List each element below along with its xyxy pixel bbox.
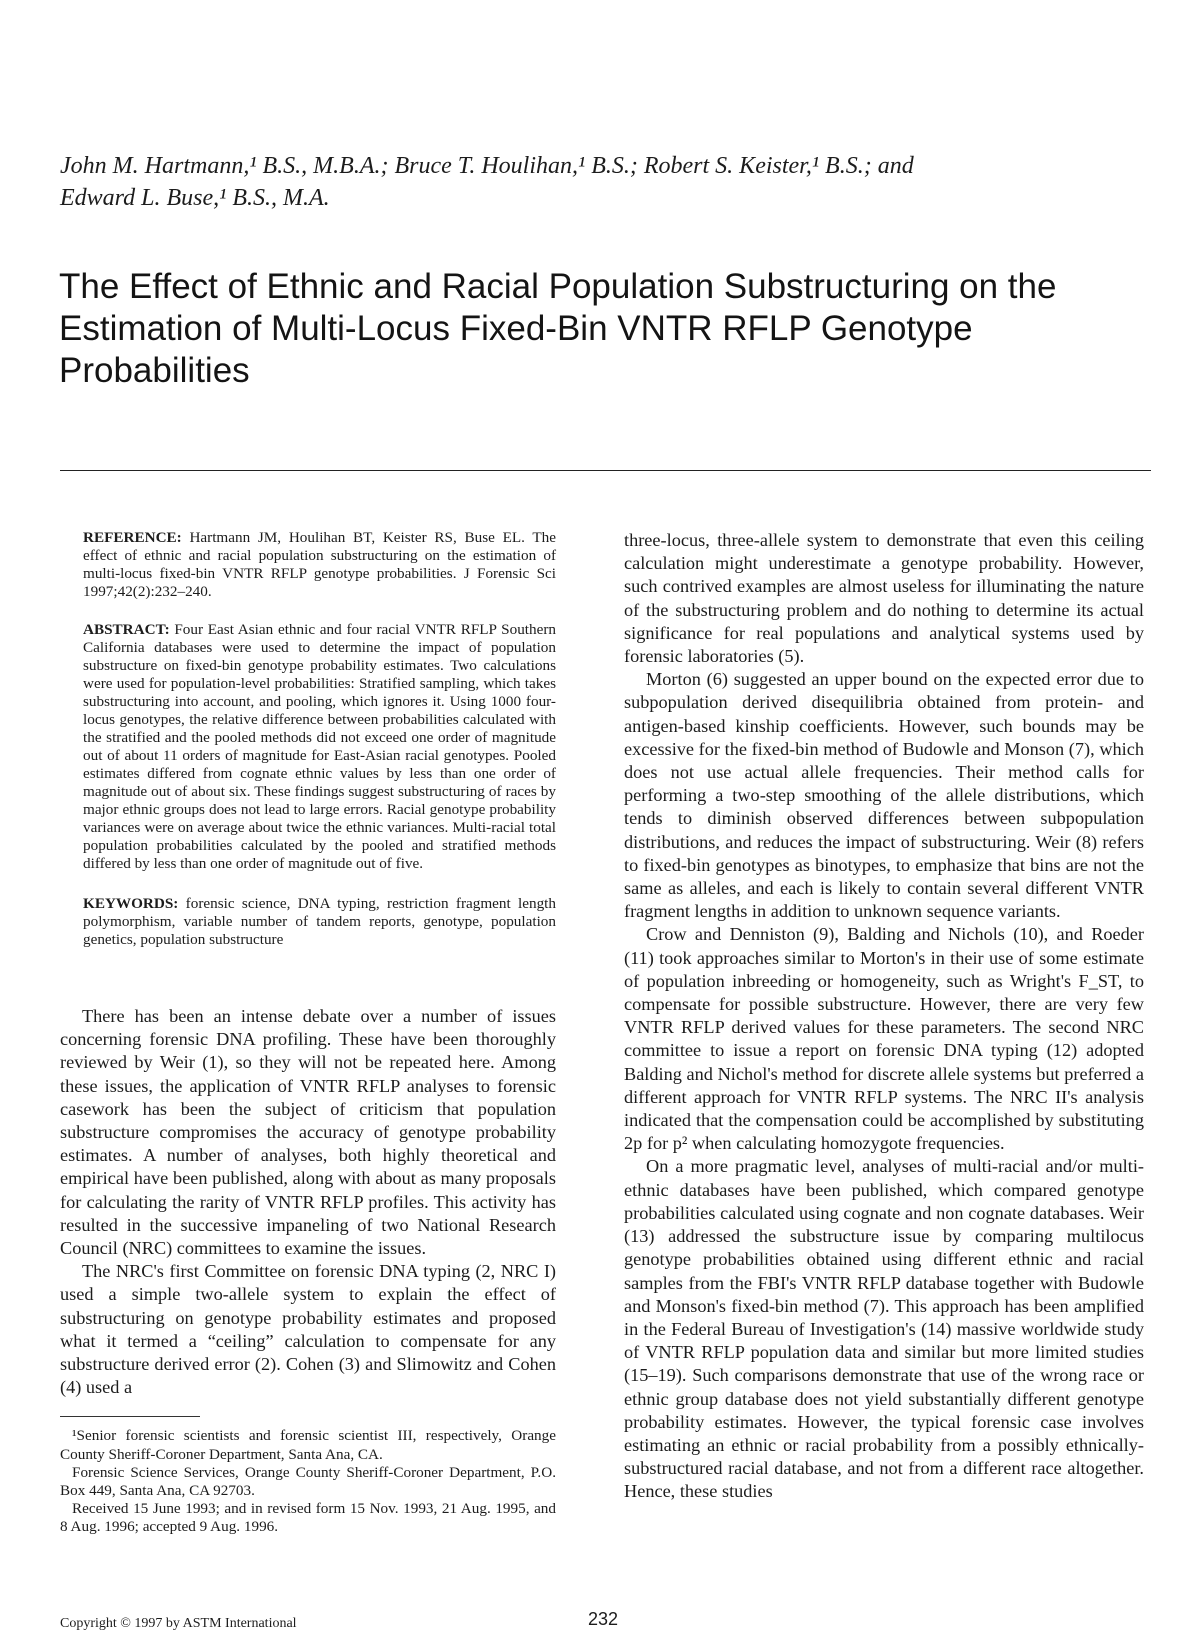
left-column — [60, 529, 556, 1537]
author-list — [60, 150, 1120, 214]
abstract-text: Four East Asian ethnic and four racial VNTR RFLP Southern California databases were used to determine the impact of population substructure on fixed-bin genotype probability estimates. Two calculations were used for population-level probabilities: Stratified sampling, which takes substructuring into account, and pooling, which ignores it. Using 1000 four-locus genotypes, the relative difference between probabilities calculated with the stratified and the pooled methods did not exceed one order of magnitude out of about 11 orders of magnitude for East-Asian racial genotypes. Pooled estimates differed from cognate ethnic values by less than one order of magnitude out of about six. These findings suggest substructuring of races by major ethnic groups does not lead to large errors. Racial genotype probability variances were on average about twice the ethnic variances. Multi-racial total population probabilities calculated by the pooled and stratified methods differed by less than one order of magnitude out of five. — [83, 621, 556, 872]
footnote: Forensic Science Services, Orange County Sheriff-Coroner Department, P.O. Box 449, Santa Ana, CA 92703. — [60, 1463, 556, 1500]
footnote-divider — [60, 1416, 200, 1417]
keywords-label: KEYWORDS: — [83, 895, 179, 912]
keywords-block — [83, 895, 556, 949]
body-paragraph: The NRC's first Committee on forensic DNA typing (2, NRC I) used a simple two-allele system to explain the effect of substructuring on genotype probability estimates and proposed what it termed a “ceiling” calculation to compensate for any substructure derived error (2). Cohen (3) and Slimowitz and Cohen (4) used a — [60, 1261, 556, 1398]
body-paragraph: Morton (6) suggested an upper bound on the expected error due to subpopulation derived disequilibria obtained from protein- and antigen-based kinship coefficients. However, such bounds may be excessive for the fixed-bin method of Budowle and Monson (7), which does not use actual allele frequencies. Their method calls for performing a two-step smoothing of the allele distributions, which tends to diminish observed differences between subpopulation distributions, and reduces the impact of substructuring. Weir (8) refers to fixed-bin genotypes as binotypes, to emphasize that bins are not the same as alleles, and each is likely to contain several different VNTR fragment lengths in addition to unknown sequence variants. — [624, 669, 1144, 922]
footnote: ¹Senior forensic scientists and forensic scientist III, respectively, Orange County Sheriff-Coroner Department, Santa Ana, CA. — [60, 1427, 556, 1463]
abstract-block — [83, 621, 556, 873]
reference-text: Hartmann JM, Houlihan BT, Keister RS, Buse EL. The effect of ethnic and racial population substructuring on the estimation of multi-locus fixed-bin VNTR RFLP genotype probabilities. J Forensic Sci 1997;42(2):232–240. — [83, 529, 556, 600]
body-paragraph: On a more pragmatic level, analyses of multi-racial and/or multi-ethnic databases have been published, which compared genotype probabilities calculated using cognate and non cognate databases. Weir (13) addressed the substructure issue by comparing multilocus genotype probabilities obtained using different ethnic and racial samples from the FBI's VNTR RFLP database together with Budowle and Monson's fixed-bin method (7). This approach has been amplified in the Federal Bureau of Investigation's (14) massive worldwide study of VNTR RFLP population data and similar but more limited studies (15–19). Such comparisons demonstrate that use of the wrong race or ethnic group database does not yield substantially different genotype probability estimates. However, the typical forensic case involves estimating an ethnic or racial probability from a possibly ethnically-substructured racial database, and not from a different race altogether. Hence, these studies — [624, 1156, 1144, 1502]
title-divider — [60, 470, 1151, 471]
article-title: The Effect of Ethnic and Racial Population Substructuring on the Estimation of Multi-Locus Fixed-Bin VNTR RFLP Genotype Probabilities — [59, 267, 1057, 390]
body-paragraph: There has been an intense debate over a number of issues concerning forensic DNA profiling. These have been thoroughly reviewed by Weir (1), so they will not be repeated here. Among these issues, the application of VNTR RFLP analyses to forensic casework has been the subject of criticism that population substructure compromises the accuracy of genotype probability estimates. A number of analyses, both highly theoretical and empirical have been published, along with about as many proposals for calculating the rarity of VNTR RFLP profiles. This activity has resulted in the successive impaneling of two National Research Council (NRC) committees to examine the issues. — [60, 1006, 556, 1259]
body-paragraph: Crow and Denniston (9), Balding and Nichols (10), and Roeder (11) took approaches similar to Morton's in their use of some estimate of population inbreeding or homogeneity, such as Wright's F_ST, to compensate for possible substructure. However, there are very few VNTR RFLP derived values for these parameters. The second NRC committee to issue a report on forensic DNA typing (12) adopted Balding and Nichol's method for discrete allele systems but preferred a different approach for VNTR RFLP systems. The NRC II's analysis indicated that the compensation could be accomplished by substituting 2p for p² when calculating homozygote frequencies. — [624, 924, 1144, 1154]
footnote: Received 15 June 1993; and in revised form 15 Nov. 1993, 21 Aug. 1995, and 8 Aug. 1996; accepted 9 Aug. 1996. — [60, 1500, 556, 1536]
copyright-notice: Copyright © 1997 by ASTM International — [60, 1616, 297, 1631]
reference-block — [83, 529, 556, 601]
body-paragraph: three-locus, three-allele system to demonstrate that even this ceiling calculation might underestimate a genotype probability. However, such contrived examples are almost useless for illuminating the nature of the substructuring problem and do nothing to determine its actual significance for real populations and analytical systems used by forensic laboratories (5). — [624, 530, 1144, 667]
reference-label: REFERENCE: — [83, 529, 182, 546]
author-line: Edward L. Buse,¹ B.S., M.A. — [60, 185, 330, 211]
right-column — [624, 529, 1144, 1504]
page-number: 232 — [588, 1609, 619, 1629]
keywords-text: forensic science, DNA typing, restriction fragment length polymorphism, variable number of tandem reports, genotype, population genetics, population substructure — [83, 895, 556, 948]
abstract-label: ABSTRACT: — [83, 621, 170, 638]
author-line: John M. Hartmann,¹ B.S., M.B.A.; Bruce T. Houlihan,¹ B.S.; Robert S. Keister,¹ B.S.; and — [60, 153, 914, 179]
